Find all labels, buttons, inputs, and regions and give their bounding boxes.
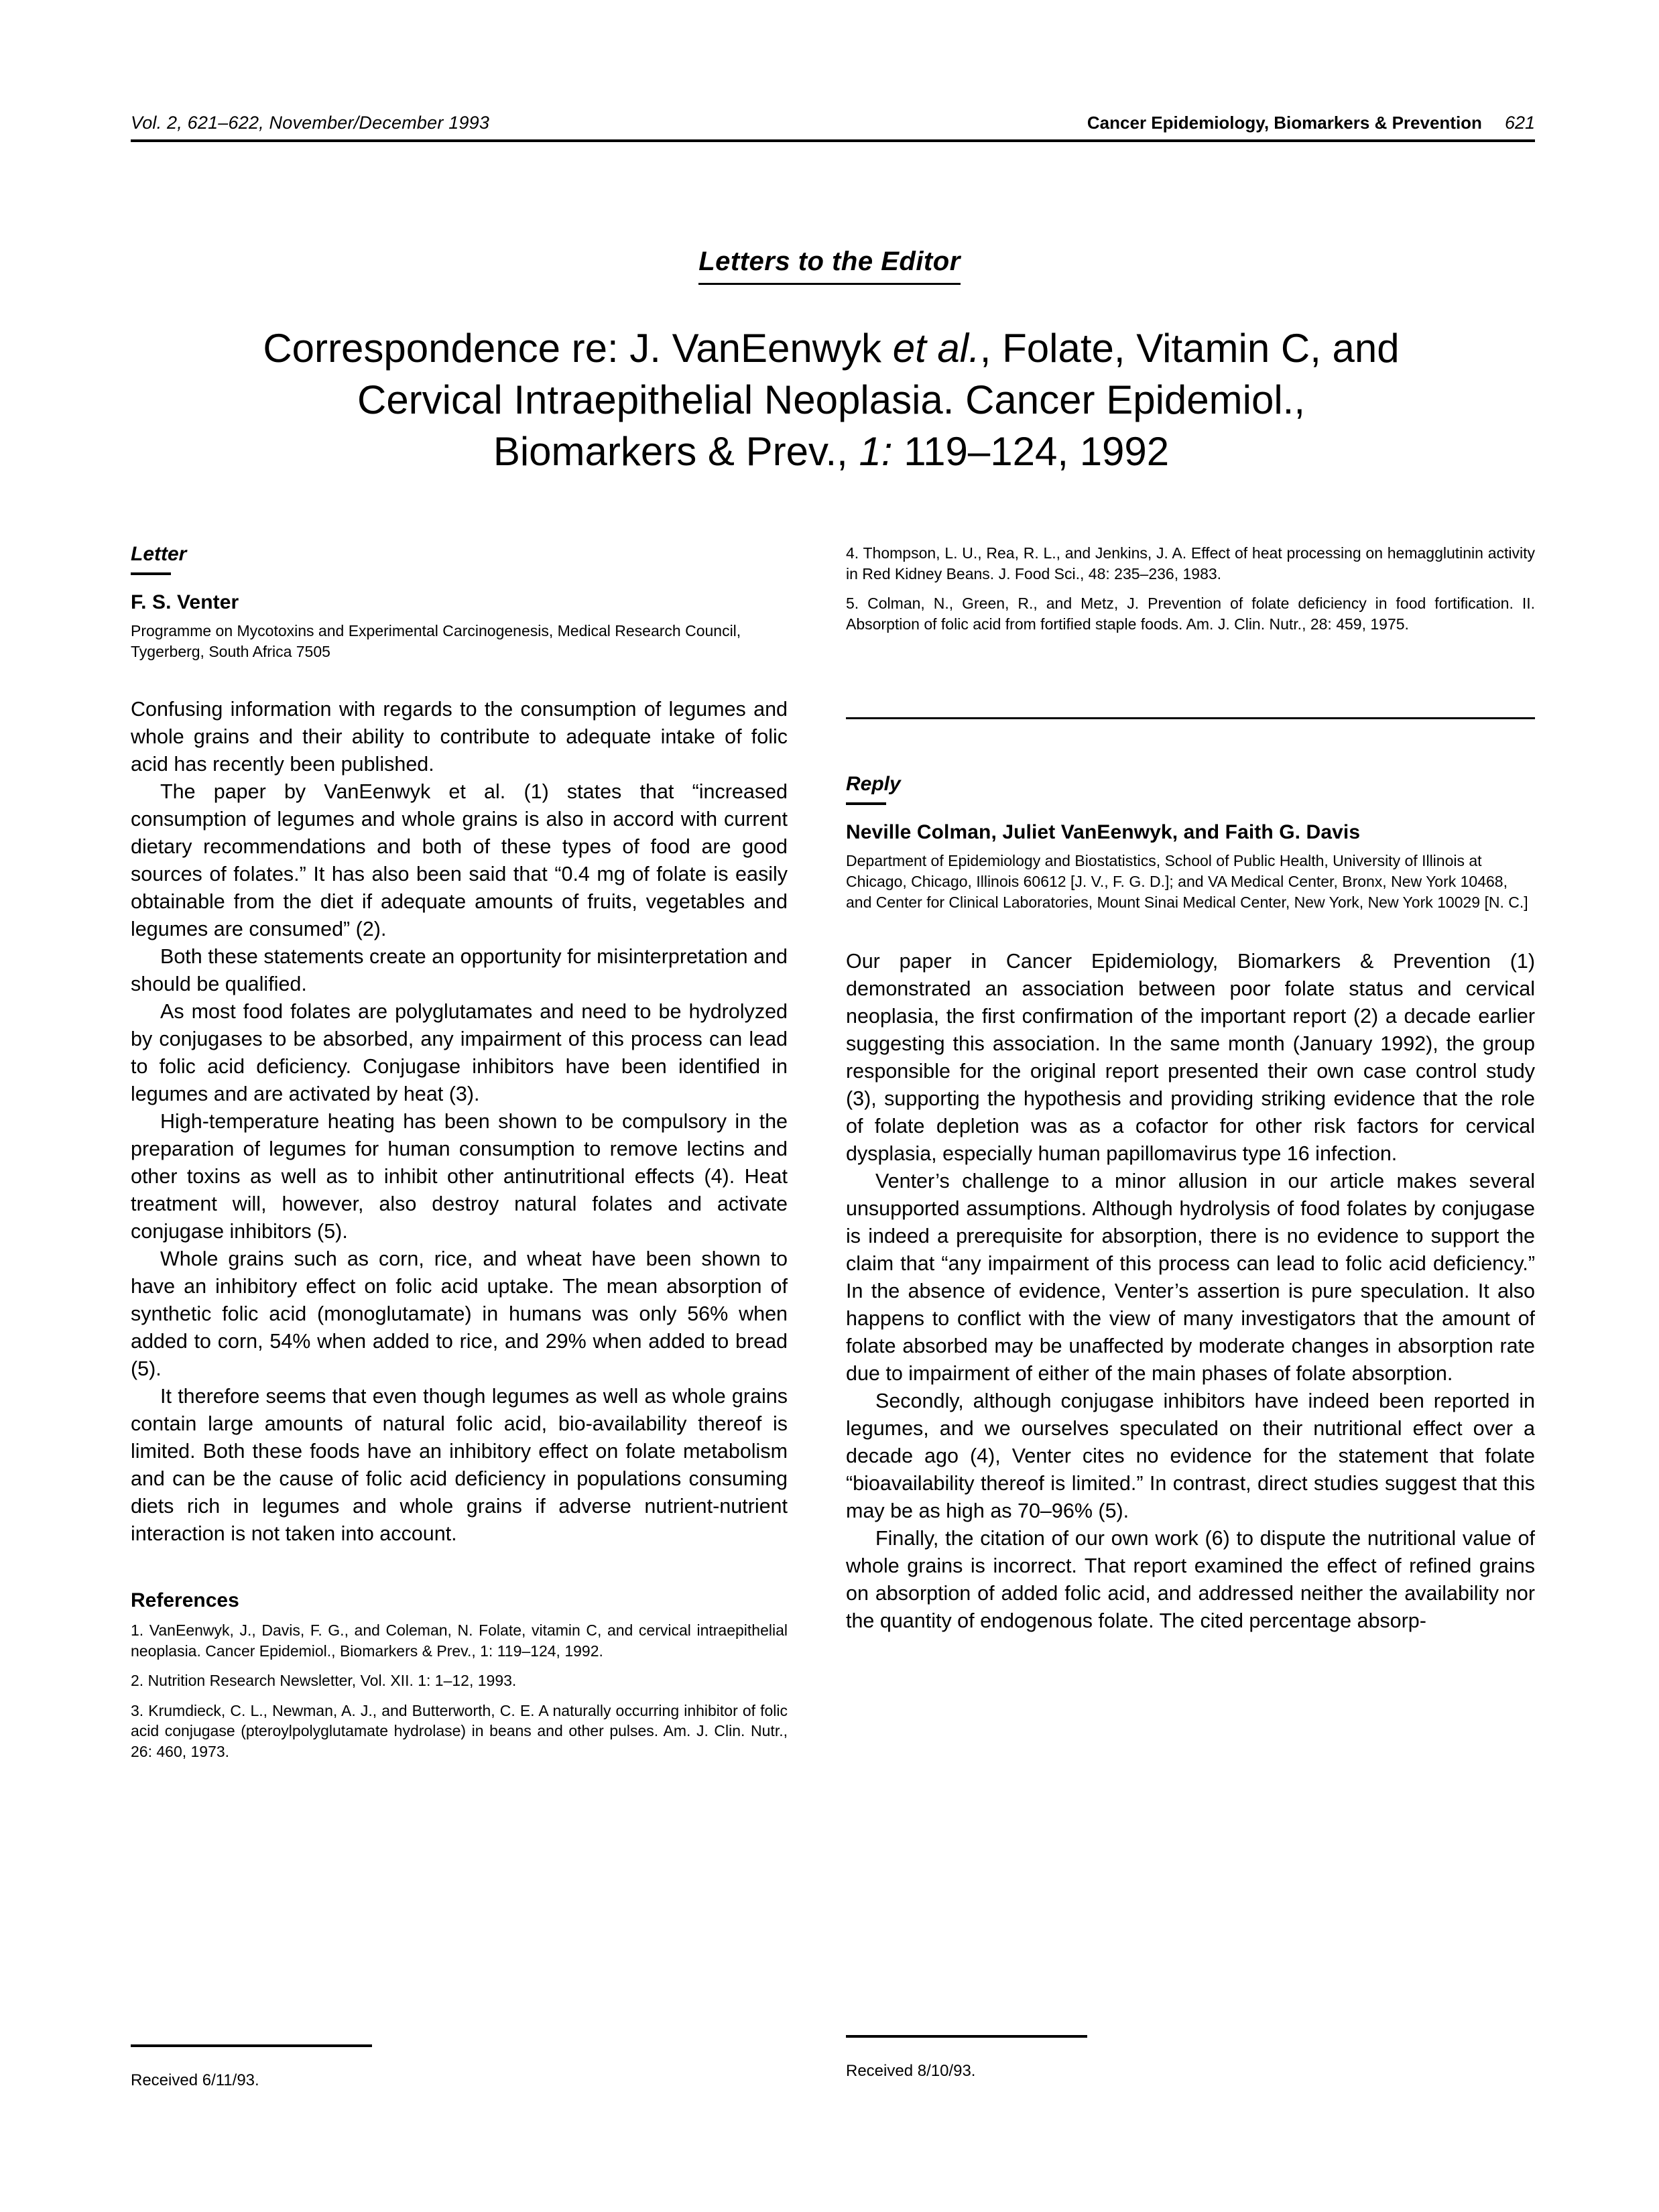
- letter-paragraph-text: Whole grains such as corn, rice, and wheat have been shown to have an inhibitory effect on folic acid uptake. The mean absorption of synthetic folic acid (monoglutamate) in humans was only 56% when added to corn, 54% when added to rice, and 29% when added to bread (5).: [131, 1247, 788, 1380]
- letter-paragraph: [131, 998, 788, 1108]
- reference-item: 1. VanEenwyk, J., Davis, F. G., and Coleman, N. Folate, vitamin C, and cervical intraepithelial neoplasia. Cancer Epidemiol., Biomarkers & Prev., 1: 119–124, 1992.: [131, 1621, 788, 1660]
- reply-section-rule: [846, 802, 886, 805]
- running-head-rule: [131, 139, 1535, 142]
- letter-paragraph: [131, 1108, 788, 1245]
- reply-paragraph: [846, 1388, 1535, 1525]
- section-banner-label: Letters to the Editor: [698, 247, 961, 285]
- article-title-line-1-part-b: , Folate, Vitamin C, and: [979, 326, 1400, 371]
- letter-author-affiliation: Programme on Mycotoxins and Experimental Carcinogenesis, Medical Research Council, Tygerberg, South Africa 7505: [131, 622, 741, 660]
- letter-paragraph: [131, 1245, 788, 1383]
- letter-paragraph-text: Both these statements create an opportunity for misinterpretation and should be qualified.: [131, 944, 788, 995]
- reply-paragraph: [846, 948, 1535, 1168]
- reply-author-affiliation: Department of Epidemiology and Biostatistics, School of Public Health, University of Illinois at Chicago, Chicago, Illinois 60612 [J. V., F. G. D.]; and VA Medical Center, Bronx, New York 10468, and Center for Clinical Laboratories, Mount Sinai Medical Center, New York, New York 10029 [N. C.]: [846, 852, 1528, 911]
- reply-paragraph-text: Venter’s challenge to a minor allusion in our article makes several unsupported assumptions. Although hydrolysis of food folates by conjugase is indeed a prerequisite for absorption, there is no evidence to support the claim that “any impairment of this process can lead to folic acid deficiency.” In the absence of evidence, Venter’s assertion is pure speculation. It also happens to conflict with the view of many investigators that the amount of folate absorbed may be unaffected by moderate changes in absorption rate due to impairment of either of the main phases of folate absorption.: [846, 1169, 1535, 1385]
- letter-paragraph-text: It therefore seems that even though legumes as well as whole grains contain large amounts of natural folic acid, bio-availability thereof is limited. Both these foods have an inhibitory effect on folate metabolism and can be the cause of folic acid deficiency in populations consuming diets rich in legumes and whole grains if adverse nutrient-nutrient interaction is not taken into account.: [131, 1385, 788, 1546]
- article-title-line-3-italic: 1:: [859, 428, 893, 474]
- reference-item: 5. Colman, N., Green, R., and Metz, J. Prevention of folate deficiency in food fortification. II. Absorption of folic acid from fortified staple foods. Am. J. Clin. Nutr., 28: 459, 1975.: [846, 595, 1535, 633]
- running-head-journal-title: Cancer Epidemiology, Biomarkers & Prevention: [1087, 113, 1482, 133]
- article-title-line-1: [174, 323, 1488, 375]
- continued-references-list: [846, 543, 1535, 634]
- letter-paragraph-text: Confusing information with regards to the consumption of legumes and whole grains and their ability to contribute to adequate intake of folic acid has recently been published.: [131, 697, 788, 776]
- article-title-line-1-italic: et al.: [892, 326, 980, 371]
- running-head-right-group: [1087, 113, 1535, 133]
- reply-received-date: Received 8/10/93.: [846, 2062, 976, 2080]
- article-title-line-2: Cervical Intraepithelial Neoplasia. Cancer Epidemiol.,: [357, 377, 1305, 422]
- letter-body: [131, 696, 788, 1548]
- article-title-line-3: [174, 426, 1488, 478]
- reply-section-label: Reply: [846, 773, 901, 796]
- reference-item: 2. Nutrition Research Newsletter, Vol. XII. 1: 1–12, 1993.: [131, 1672, 517, 1690]
- letter-received-date: Received 6/11/93.: [131, 2071, 259, 2089]
- letter-section-rule: [131, 572, 171, 575]
- reply-paragraph-text: Finally, the citation of our own work (6) to dispute the nutritional value of whole grains is incorrect. That report examined the effect of refined grains on absorption of added folic acid, and addressed neither the availability nor the quantity of endogenous folate. The cited percentage absorp-: [846, 1527, 1535, 1633]
- letter-paragraph: [131, 1383, 788, 1548]
- letter-paragraph-text: The paper by VanEenwyk et al. (1) states that “increased consumption of legumes and whole grains is also in accord with current dietary recommendations and both of these types of food are good sources of folates.” It has also been said that “0.4 mg of folate is easily obtainable from the diet if adequate amounts of fruits, vegetables and legumes are consumed” (2).: [131, 780, 788, 940]
- reference-item: 4. Thompson, L. U., Rea, R. L., and Jenkins, J. A. Effect of heat processing on hemagglutinin activity in Red Kidney Beans. J. Food Sci., 48: 235–236, 1983.: [846, 544, 1535, 582]
- reference-item: 3. Krumdieck, C. L., Newman, A. J., and Butterworth, C. E. A naturally occurring inhibitor of folic acid conjugase (pteroylpolyglutamate hydrolase) in beans and other pulses. Am. J. Clin. Nutr., 26: 460, 1973.: [131, 1701, 788, 1760]
- letter-author-name: F. S. Venter: [131, 591, 239, 613]
- right-footnote: [846, 2035, 1168, 2081]
- article-title-line-3-part-a: Biomarkers & Prev.,: [493, 428, 859, 474]
- spacer: [131, 1548, 788, 1589]
- references-heading: References: [131, 1589, 239, 1612]
- article-title-line-3-part-b: 119–124, 1992: [892, 428, 1170, 474]
- letter-paragraph: [131, 696, 788, 778]
- reply-paragraph-text: Secondly, although conjugase inhibitors have indeed been reported in legumes, and we ourselves speculated on their nutritional effect over a decade ago (4), Venter cites no evidence for the statement that folate “bioavailability thereof is limited.” In contrast, direct studies suggest that this may be as high as 70–96% (5).: [846, 1390, 1535, 1523]
- article-title: [174, 323, 1488, 477]
- letter-paragraph: [131, 943, 788, 998]
- reply-paragraph: [846, 1168, 1535, 1388]
- running-head-volume: Vol. 2, 621–622, November/December 1993: [131, 113, 490, 133]
- spacer: [846, 719, 1535, 773]
- letter-paragraph-text: As most food folates are polyglutamates and need to be hydrolyzed by conjugases to be absorbed, any impairment of this process can lead to folic acid deficiency. Conjugase inhibitors have been identified in legumes and are activated by heat (3).: [131, 999, 788, 1105]
- footnote-rule: [846, 2035, 1087, 2038]
- left-column: [131, 543, 788, 1772]
- letter-paragraph-text: High-temperature heating has been shown to be compulsory in the preparation of legumes for human consumption to remove lectins and other toxins as well as to inhibit other antinutritional effects (4). Heat treatment will, however, also destroy natural folates and activate conjugase inhibitors (5).: [131, 1109, 788, 1243]
- letter-section-label: Letter: [131, 543, 187, 565]
- reply-paragraph: [846, 1525, 1535, 1635]
- references-list: [131, 1620, 788, 1762]
- left-footnote: [131, 2044, 452, 2090]
- letter-paragraph: [131, 778, 788, 943]
- spacer: [846, 643, 1535, 717]
- article-title-line-1-part-a: Correspondence re: J. VanEenwyk: [263, 326, 893, 371]
- reply-body: [846, 948, 1535, 1635]
- footnote-rule: [131, 2044, 372, 2047]
- running-head: [131, 113, 1535, 133]
- reply-author-names: Neville Colman, Juliet VanEenwyk, and Faith G. Davis: [846, 821, 1361, 844]
- right-column: [846, 543, 1535, 1635]
- running-head-page-number: 621: [1504, 113, 1535, 133]
- section-banner: [0, 247, 1659, 285]
- reply-paragraph-text: Our paper in Cancer Epidemiology, Biomarkers & Prevention (1) demonstrated an association between poor folate status and cervical neoplasia, the first confirmation of the important report (2) a decade earlier suggesting this association. In the same month (January 1992), the group responsible for the original report presented their own case control study (3), supporting the hypothesis and providing striking evidence that the role of folate depletion was as a cofactor for other risk factors for cervical dysplasia, especially human papillomavirus type 16 infection.: [846, 949, 1535, 1165]
